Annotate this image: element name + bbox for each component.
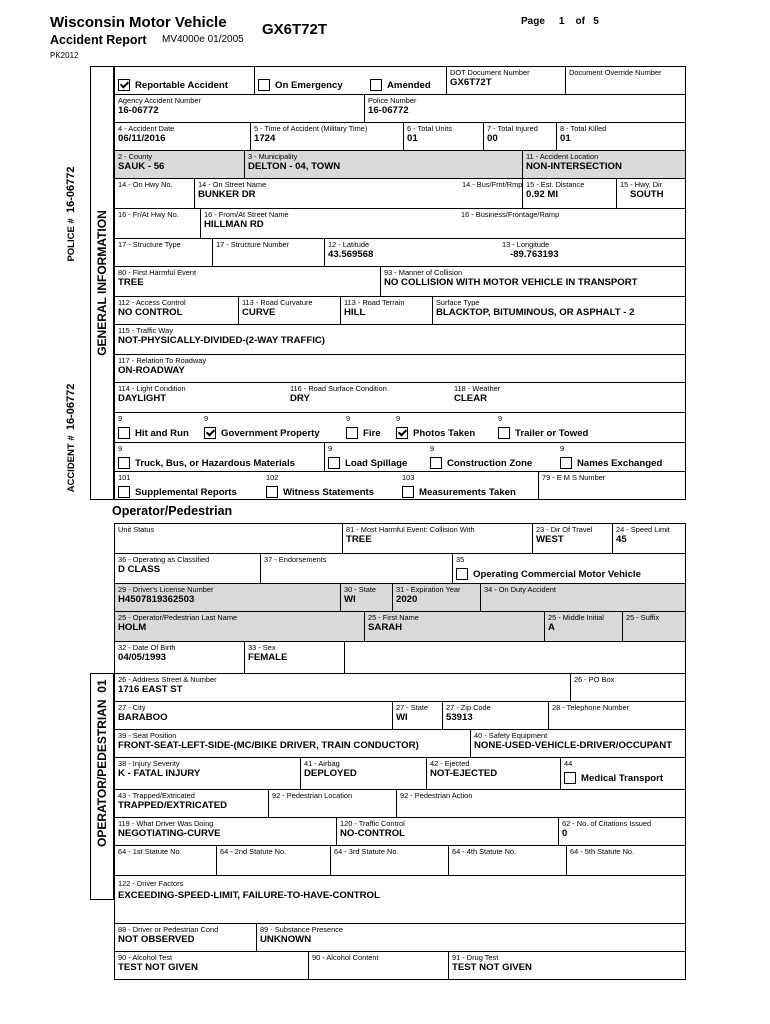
- total-injured-value: 00: [487, 133, 498, 144]
- city-value: BARABOO: [118, 712, 168, 723]
- traffic-way-value: NOT-PHYSICALLY-DIVIDED-(2-WAY TRAFFIC): [118, 335, 325, 346]
- seat-position-value: FRONT-SEAT-LEFT-SIDE-(MC/BIKE DRIVER, TRAIN CONDUCTOR): [118, 740, 419, 751]
- construction-zone[interactable]: Construction Zone: [430, 458, 532, 469]
- drug-test-label: 91 - Drug Test: [452, 953, 499, 962]
- license-label: 29 - Driver's License Number: [118, 585, 214, 594]
- traffic-control-value: NO-CONTROL: [340, 828, 406, 839]
- form-title: Wisconsin Motor Vehicle: [50, 14, 227, 31]
- police-number-value: 16-06772: [368, 105, 409, 116]
- weather-label: 118 - Weather: [454, 384, 501, 393]
- relation-roadway-value: ON-ROADWAY: [118, 365, 185, 376]
- medical-transport-checkbox[interactable]: [564, 772, 576, 784]
- access-control-label: 112 - Access Control: [118, 298, 186, 307]
- operator-section-title: Operator/Pedestrian: [112, 504, 233, 518]
- safety-equipment-label: 40 - Safety Equipment: [474, 731, 548, 740]
- middle-initial-label: 25 - Middle Initial: [548, 613, 604, 622]
- dir-travel-value: WEST: [536, 534, 564, 545]
- accident-location-label: 11 - Accident Location: [526, 152, 599, 161]
- ped-action-label: 92 - Pedestrian Action: [400, 791, 473, 800]
- form-subtitle: Accident Report: [50, 33, 147, 47]
- on-hwy-label: 14 - On Hwy No.: [118, 180, 173, 189]
- address-label: 26 - Address Street & Number: [118, 675, 217, 684]
- document-number: GX6T72T: [262, 21, 328, 38]
- dot-number-label: DOT Document Number: [450, 68, 530, 77]
- drug-test-value: TEST NOT GIVEN: [452, 962, 532, 973]
- injury-severity-value: K - FATAL INJURY: [118, 768, 201, 779]
- on-street-label: 14 - On Street Name: [198, 180, 267, 189]
- light-condition-value: DAYLIGHT: [118, 393, 167, 404]
- speed-limit-label: 24 - Speed Limit: [616, 525, 670, 534]
- road-curvature-value: CURVE: [242, 307, 276, 318]
- unit-status-label: Unit Status: [118, 525, 155, 534]
- road-terrain-value: HILL: [344, 307, 366, 318]
- accident-time-value: 1724: [254, 133, 276, 144]
- first-harmful-label: 80 - First Harmful Event: [118, 268, 197, 277]
- distance-label: 15 - Est. Distance: [526, 180, 585, 189]
- alcohol-test-value: TEST NOT GIVEN: [118, 962, 198, 973]
- most-harmful-label: 81 - Most Harmful Event: Collision With: [346, 525, 475, 534]
- latitude-value: 43.569568: [328, 249, 374, 260]
- relation-roadway-label: 117 - Relation To Roadway: [118, 356, 207, 365]
- state-label: 27 - State: [396, 703, 429, 712]
- license-value: H4507819362503: [118, 594, 195, 605]
- expiration-value: 2020: [396, 594, 418, 605]
- ems-number-label: 79 - E M S Number: [542, 473, 606, 482]
- ejected-label: 42 - Ejected: [430, 759, 470, 768]
- airbag-value: DEPLOYED: [304, 768, 357, 779]
- manner-collision-value: NO COLLISION WITH MOTOR VEHICLE IN TRANSPORT: [384, 277, 638, 288]
- statute-1-label: 64 - 1st Statute No.: [118, 847, 182, 856]
- trapped-label: 43 - Trapped/Extricated: [118, 791, 195, 800]
- amended[interactable]: Amended: [370, 80, 431, 91]
- traffic-control-label: 120 - Traffic Control: [340, 819, 405, 828]
- driver-cond-value: NOT OBSERVED: [118, 934, 195, 945]
- ejected-value: NOT-EJECTED: [430, 768, 498, 779]
- alcohol-content-label: 90 - Alcohol Content: [312, 953, 379, 962]
- measurements-taken-checkbox[interactable]: [402, 486, 414, 498]
- city-label: 27 - City: [118, 703, 146, 712]
- road-terrain-label: 113 - Road Terrain: [344, 298, 405, 307]
- seat-position-label: 39 - Seat Position: [118, 731, 177, 740]
- general-info-grid: Reportable Accident On Emergency Amended DOT Document Number GX6T72T Document Override Number Agency Accident Number 16-06772 Police Number 16-06772 4 - Accident Date 06/11/2016 5 - Time of Accident (Military Time) 1724 6 - Total Units 01 7 - Total Injured 00 8 - Total Killed 01 2 - County SAUK - 56 3 - Municipality DELTON - 04, TOWN 11 - Accident Location NON-INTERSECTION 14 - On Hwy No. 14 - On Street Name BUNKER DR 14 - Bus/Frnt/Rmp 15 - Est. Distance 0.92 MI 15 - Hwy. Dir SOUTH 16 - Fr/At Hwy No. 16 - From/At Street Name HILLMAN RD 16 - Business/Frontage/Ramp 17 - Structure Type 17 - Structure Number 12 - Latitude 43.569568 13 - Longitude -89.763193 80 - First Harmful Event TREE 93 - Manner of Collision NO COLLISION WITH MOTOR VEHICLE IN TRANSPORT 112 - Access Control NO CONTROL 113 - Road Curvature CURVE 113 - Road Terrain HILL Surface Type BLACKTOP, BITUMINOUS, OR ASPHALT - 2 115 - Traffic Way NOT-PHYSICALLY-DIVIDED-(2-WAY TRAFFIC) 117 - Relation To Roadway ON-ROADWAY 114 - Light Condition DAYLIGHT 116 - Road Surface Condition DRY 118 - Weather CLEAR 9 Hit and Run 9 Government Property 9 Fire 9 Photos Taken 9 Trailer or Towed 9 Truck, Bus, or Hazardous Materials 9 Load Spillage 9 Construction Zone 9 Names Exchanged 101 Supplemental Reports 102 Witness Statements 103 Measurements Taken 79 - E M S Number: [114, 66, 686, 500]
- safety-equipment-value: NONE-USED-VEHICLE-DRIVER/OCCUPANT: [474, 740, 673, 751]
- zip-label: 27 - Zip Code: [446, 703, 491, 712]
- statute-4-label: 64 - 4th Statute No.: [452, 847, 517, 856]
- weather-value: CLEAR: [454, 393, 488, 404]
- middle-initial-value: A: [548, 622, 555, 633]
- substance-value: UNKNOWN: [260, 934, 312, 945]
- last-name-label: 25 - Operator/Pedestrian Last Name: [118, 613, 238, 622]
- total-killed-value: 01: [560, 133, 571, 144]
- statute-5-label: 64 - 5th Statute No.: [570, 847, 635, 856]
- trailer-towed-checkbox[interactable]: [498, 427, 510, 439]
- sex-label: 33 - Sex: [248, 643, 276, 652]
- total-killed-label: 8 - Total Killed: [560, 124, 607, 133]
- alcohol-test-label: 90 - Alcohol Test: [118, 953, 173, 962]
- measurements-taken[interactable]: Measurements Taken: [402, 487, 516, 498]
- endorsements-label: 37 - Endorsements: [264, 555, 327, 564]
- business-frontage-label: 16 - Business/Frontage/Ramp: [461, 210, 560, 219]
- truck-bus-hazmat[interactable]: Truck, Bus, or Hazardous Materials: [118, 458, 295, 469]
- page-indicator: Page 1 of 5: [521, 16, 599, 27]
- distance-value: 0.92 MI: [526, 189, 558, 200]
- witness-statements-checkbox[interactable]: [266, 486, 278, 498]
- address-value: 1716 EAST ST: [118, 684, 183, 695]
- citations-label: 62 - No. of Citations Issued: [562, 819, 652, 828]
- form-number: MV4000e 01/2005: [162, 34, 244, 45]
- accident-location-value: NON-INTERSECTION: [526, 161, 622, 172]
- classified-value: D CLASS: [118, 564, 161, 575]
- on-emergency-checkbox[interactable]: [258, 79, 270, 91]
- dob-value: 04/05/1993: [118, 652, 167, 663]
- pk-code: PK2012: [50, 51, 79, 60]
- airbag-label: 41 - Airbag: [304, 759, 340, 768]
- agency-number-value: 16-06772: [118, 105, 159, 116]
- accident-date-label: 4 - Accident Date: [118, 124, 175, 133]
- accident-number-side: ACCIDENT # 16-06772: [65, 383, 77, 493]
- classified-label: 36 - Operating as Classified: [118, 555, 210, 564]
- longitude-value: -89.763193: [510, 249, 559, 260]
- structure-number-label: 17 - Structure Number: [216, 240, 290, 249]
- most-harmful-value: TREE: [346, 534, 372, 545]
- medical-transport[interactable]: Medical Transport: [564, 773, 663, 784]
- road-surface-label: 116 - Road Surface Condition: [290, 384, 387, 393]
- override-number-label: Document Override Number: [569, 68, 662, 77]
- traffic-way-label: 115 - Traffic Way: [118, 326, 173, 335]
- from-street-value: HILLMAN RD: [204, 219, 264, 230]
- statute-2-label: 64 - 2nd Statute No.: [220, 847, 287, 856]
- bus-frnt-rmp-label: 14 - Bus/Frnt/Rmp: [462, 180, 523, 189]
- police-number-label: Police Number: [368, 96, 417, 105]
- suffix-label: 25 - Suffix: [626, 613, 660, 622]
- manner-collision-label: 93 - Manner of Collision: [384, 268, 463, 277]
- light-condition-label: 114 - Light Condition: [118, 384, 186, 393]
- on-street-value: BUNKER DR: [198, 189, 256, 200]
- road-curvature-label: 113 - Road Curvature: [242, 298, 313, 307]
- photos-taken[interactable]: Photos Taken: [396, 428, 475, 439]
- po-box-label: 26 - PO Box: [574, 675, 615, 684]
- supplemental-reports[interactable]: Supplemental Reports: [118, 487, 237, 498]
- operator-grid: Unit Status 81 - Most Harmful Event: Collision With TREE 23 - Dir Of Travel WEST 24 - Speed Limit 45 36 - Operating as Classified D CLASS 37 - Endorsements 35 Operating Commercial Motor Vehicle 29 - Driver's License Number H4507819362503 30 - State WI 31 - Expiration Year 2020 34 - On Duty Accident 25 - Operator/Pedestrian Last Name HOLM 25 - First Name SARAH 25 - Middle Initial A 25 - Suffix 32 - Date Of Birth 04/05/1993 33 - Sex FEMALE 26 - Address Street & Number 1716 EAST ST 26 - PO Box 27 - City BARABOO 27 - State WI 27 - Zip Code 53913 28 - Telephone Number 39 - Seat Position FRONT-SEAT-LEFT-SIDE-(MC/BIKE DRIVER, TRAIN CONDUCTOR) 40 - Safety Equipment NONE-USED-VEHICLE-DRIVER/OCCUPANT 38 - Injury Severity K - FATAL INJURY 41 - Airbag DEPLOYED 42 - Ejected NOT-EJECTED 44 Medical Transport 43 - Trapped/Extricated TRAPPED/EXTRICATED 92 - Pedestrian Location 92 - Pedestrian Action 119 - What Driver Was Doing NEGOTIATING-CURVE 120 - Traffic Control NO-CONTROL 62 - No. of Citations Issued 0 64 - 1st Statute No. 64 - 2nd Statute No. 64 - 3rd Statute No. 64 - 4th Statute No. 64 - 5th Statute No. 122 - Driver Factors EXCEEDING-SPEED-LIMIT, FAILURE-TO-HAVE-CONTROL 88 - Driver or Pedestrian Cond NOT OBSERVED 89 - Substance Presence UNKNOWN 90 - Alcohol Test TEST NOT GIVEN 90 - Alcohol Content 91 - Drug Test TEST NOT GIVEN: [114, 523, 686, 980]
- driver-doing-label: 119 - What Driver Was Doing: [118, 819, 214, 828]
- trailer-towed[interactable]: Trailer or Towed: [498, 428, 588, 439]
- commercial-vehicle[interactable]: Operating Commercial Motor Vehicle: [456, 569, 641, 580]
- total-injured-label: 7 - Total Injured: [487, 124, 538, 133]
- on-duty-label: 34 - On Duty Accident: [484, 585, 556, 594]
- structure-type-label: 17 - Structure Type: [118, 240, 181, 249]
- names-exchanged-checkbox[interactable]: [560, 457, 572, 469]
- road-surface-value: DRY: [290, 393, 310, 404]
- total-units-label: 6 - Total Units: [407, 124, 453, 133]
- phone-label: 28 - Telephone Number: [552, 703, 630, 712]
- substance-label: 89 - Substance Presence: [260, 925, 343, 934]
- hit-and-run[interactable]: Hit and Run: [118, 428, 189, 439]
- load-spillage[interactable]: Load Spillage: [328, 458, 407, 469]
- witness-statements[interactable]: Witness Statements: [266, 487, 374, 498]
- last-name-value: HOLM: [118, 622, 147, 633]
- reportable-accident[interactable]: Reportable Accident: [118, 80, 228, 91]
- zip-value: 53913: [446, 712, 473, 723]
- latitude-label: 12 - Latitude: [328, 240, 370, 249]
- surface-type-value: BLACKTOP, BITUMINOUS, OR ASPHALT - 2: [436, 307, 635, 318]
- hit-and-run-checkbox[interactable]: [118, 427, 130, 439]
- expiration-label: 31 - Expiration Year: [396, 585, 461, 594]
- ped-location-label: 92 - Pedestrian Location: [272, 791, 353, 800]
- from-hwy-label: 16 - Fr/At Hwy No.: [118, 210, 179, 219]
- police-number-side: POLICE # 16-06772: [65, 166, 77, 262]
- fire-checkbox[interactable]: [346, 427, 358, 439]
- state-value: WI: [396, 712, 408, 723]
- driver-doing-value: NEGOTIATING-CURVE: [118, 828, 221, 839]
- amended-checkbox[interactable]: [370, 79, 382, 91]
- construction-zone-checkbox[interactable]: [430, 457, 442, 469]
- commercial-vehicle-checkbox[interactable]: [456, 568, 468, 580]
- first-name-label: 25 - First Name: [368, 613, 419, 622]
- from-street-label: 16 - From/At Street Name: [204, 210, 289, 219]
- photos-taken-checkbox[interactable]: [396, 427, 408, 439]
- dob-label: 32 - Date Of Birth: [118, 643, 176, 652]
- government-property[interactable]: Government Property: [204, 428, 320, 439]
- operator-label: OPERATOR/PEDESTRIAN 01: [95, 679, 109, 847]
- on-emergency[interactable]: On Emergency: [258, 80, 343, 91]
- accident-date-value: 06/11/2016: [118, 133, 166, 144]
- statute-3-label: 64 - 3rd Statute No.: [334, 847, 399, 856]
- driver-cond-label: 88 - Driver or Pedestrian Cond: [118, 925, 219, 934]
- driver-factors-label: 122 - Driver Factors: [118, 879, 184, 888]
- load-spillage-checkbox[interactable]: [328, 457, 340, 469]
- speed-limit-value: 45: [616, 534, 627, 545]
- accident-time-label: 5 - Time of Accident (Military Time): [254, 124, 368, 133]
- municipality-value: DELTON - 04, TOWN: [248, 161, 341, 172]
- agency-number-label: Agency Accident Number: [118, 96, 201, 105]
- county-value: SAUK - 56: [118, 161, 165, 172]
- surface-type-label: Surface Type: [436, 298, 480, 307]
- truck-bus-hazmat-checkbox[interactable]: [118, 457, 130, 469]
- license-state-label: 30 - State: [344, 585, 377, 594]
- injury-severity-label: 38 - Injury Severity: [118, 759, 180, 768]
- hwy-dir-label: 15 - Hwy. Dir: [620, 180, 663, 189]
- municipality-label: 3 - Municipality: [248, 152, 298, 161]
- citations-value: 0: [562, 828, 568, 839]
- government-property-checkbox[interactable]: [204, 427, 216, 439]
- access-control-value: NO CONTROL: [118, 307, 183, 318]
- driver-factors-value: EXCEEDING-SPEED-LIMIT, FAILURE-TO-HAVE-CONTROL: [118, 890, 380, 901]
- trapped-value: TRAPPED/EXTRICATED: [118, 800, 228, 811]
- reportable-checkbox[interactable]: [118, 79, 130, 91]
- fire[interactable]: Fire: [346, 428, 381, 439]
- supplemental-reports-checkbox[interactable]: [118, 486, 130, 498]
- longitude-label: 13 - Longitude: [502, 240, 550, 249]
- total-units-value: 01: [407, 133, 418, 144]
- dot-number-value: GX6T72T: [450, 77, 492, 88]
- names-exchanged[interactable]: Names Exchanged: [560, 458, 662, 469]
- county-label: 2 - County: [118, 152, 153, 161]
- dir-travel-label: 23 - Dir Of Travel: [536, 525, 593, 534]
- sex-value: FEMALE: [248, 652, 288, 663]
- hwy-dir-value: SOUTH: [630, 189, 664, 200]
- first-harmful-value: TREE: [118, 277, 144, 288]
- first-name-value: SARAH: [368, 622, 403, 633]
- general-info-label: GENERAL INFORMATION: [95, 210, 109, 356]
- license-state-value: WI: [344, 594, 356, 605]
